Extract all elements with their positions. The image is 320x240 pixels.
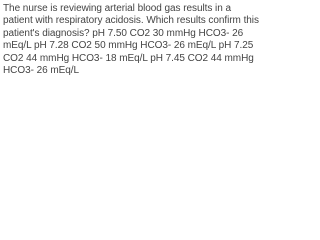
question-card xyxy=(0,0,262,77)
question-text: The nurse is reviewing arterial blood gas results in a patient with respiratory acidosis. Which results confirm this patient's diagnosis? pH 7.50 CO2 30 mmHg HCO3- 26 mEq/L pH 7.28 CO2 50 mmHg HCO3- 26 mEq/L pH 7.25 CO2 44 mmHg HCO3- 18 mEq/L pH 7.45 CO2 44 mmHg HCO3- 26 mEq/L xyxy=(3,3,259,77)
